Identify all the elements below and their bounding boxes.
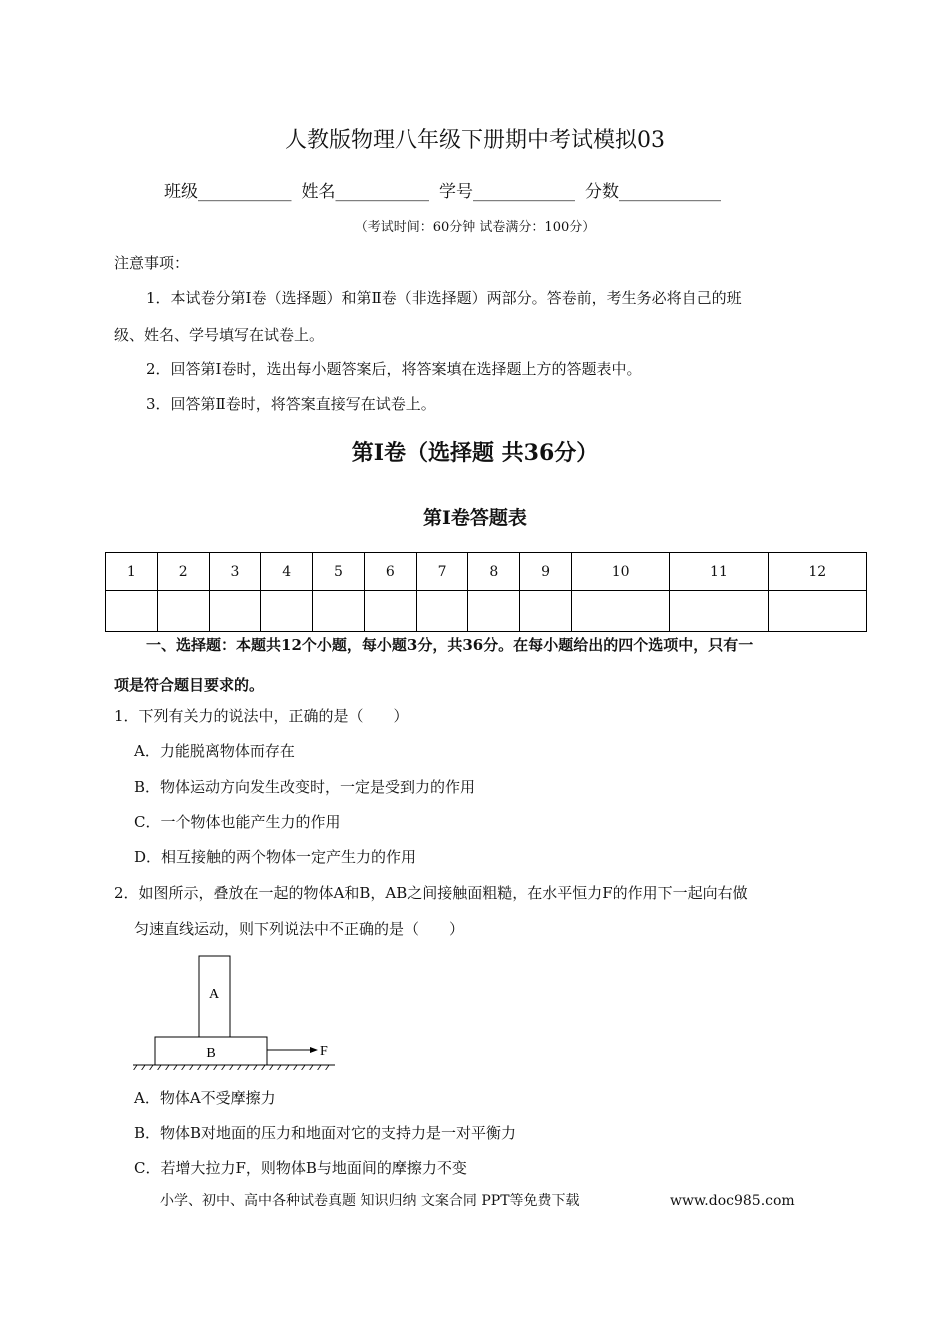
footer-url[interactable]: www.doc985.com [670,1193,795,1209]
footer-text: 小学、初中、高中各种试卷真题 知识归纳 文案合同 PPT等免费下载 [160,1193,580,1209]
answer-cell[interactable] [157,591,209,632]
answer-table-title: 第Ⅰ卷答题表 [423,507,527,529]
header-cell: 10 [572,553,670,591]
answer-cell[interactable] [520,591,572,632]
answer-table-header [106,553,867,591]
score-field: 分数____________ [585,182,721,202]
answer-table [105,552,867,632]
exam-info: （考试时间：60分钟 试卷满分：100分） [354,220,596,235]
q2-option-b: B．物体B对地面的压力和地面对它的支持力是一对平衡力 [134,1124,517,1142]
notes-heading: 注意事项： [114,254,190,272]
header-cell: 6 [364,553,416,591]
q1-option-d: D．相互接触的两个物体一定产生力的作用 [134,848,417,866]
page-title: 人教版物理八年级下册期中考试模拟03 [285,128,665,153]
section-intro: 一、选择题：本题共12个小题，每小题3分，共36分。在每小题给出的四个选项中，只有一 [146,636,754,654]
header-cell: 4 [261,553,313,591]
header-cell: 7 [416,553,468,591]
header-cell: 3 [209,553,261,591]
header-cell: 12 [768,553,866,591]
answer-row [106,591,867,632]
student-id-field: 学号____________ [439,182,575,202]
q1-option-a: A．力能脱离物体而存在 [134,742,295,760]
header-cell: 2 [157,553,209,591]
answer-cell[interactable] [313,591,365,632]
header-cell: 1 [106,553,158,591]
answer-cell[interactable] [468,591,520,632]
label-a: A [208,987,220,1002]
q2-figure-blocks [125,950,345,1070]
header-cell: 8 [468,553,520,591]
note-1: 1．本试卷分第Ⅰ卷（选择题）和第Ⅱ卷（非选择题）两部分。答卷前，考生务必将自己的班 [146,289,742,307]
header-cell: 9 [520,553,572,591]
ground-hatching [133,1065,329,1070]
answer-cell[interactable] [209,591,261,632]
answer-cell[interactable] [670,591,768,632]
header-cell: 11 [670,553,768,591]
note-3: 3．回答第Ⅱ卷时，将答案直接写在试卷上。 [146,395,436,413]
q2-stem: 2．如图所示，叠放在一起的物体A和B，AB之间接触面粗糙，在水平恒力F的作用下一起向右做 [114,884,748,902]
q1-option-c: C．一个物体也能产生力的作用 [134,813,341,831]
q2-stem-cont: 匀速直线运动，则下列说法中不正确的是（ ） [134,920,465,938]
answer-cell[interactable] [572,591,670,632]
note-1-cont: 级、姓名、学号填写在试卷上。 [114,326,325,344]
answer-cell[interactable] [416,591,468,632]
answer-cell[interactable] [768,591,866,632]
header-cell: 5 [313,553,365,591]
q2-option-a: A．物体A不受摩擦力 [134,1089,276,1107]
q2-option-c: C．若增大拉力F，则物体B与地面间的摩擦力不变 [134,1159,467,1177]
answer-cell[interactable] [261,591,313,632]
note-2: 2．回答第Ⅰ卷时，选出每小题答案后，将答案填在选择题上方的答题表中。 [146,360,642,378]
answer-cell[interactable] [106,591,158,632]
q1-option-b: B．物体运动方向发生改变时，一定是受到力的作用 [134,778,476,796]
class-field: 班级___________ [164,182,292,202]
section-intro-cont: 项是符合题目要求的。 [114,676,265,694]
label-b: B [206,1046,216,1061]
name-field: 姓名___________ [301,182,429,202]
arrow-head-icon [310,1047,318,1053]
answer-cell[interactable] [364,591,416,632]
section-title: 第Ⅰ卷（选择题 共36分） [351,440,599,466]
student-info-fields [164,182,721,202]
label-f: F [320,1044,328,1059]
q1-stem: 1．下列有关力的说法中，正确的是（ ） [114,707,409,725]
